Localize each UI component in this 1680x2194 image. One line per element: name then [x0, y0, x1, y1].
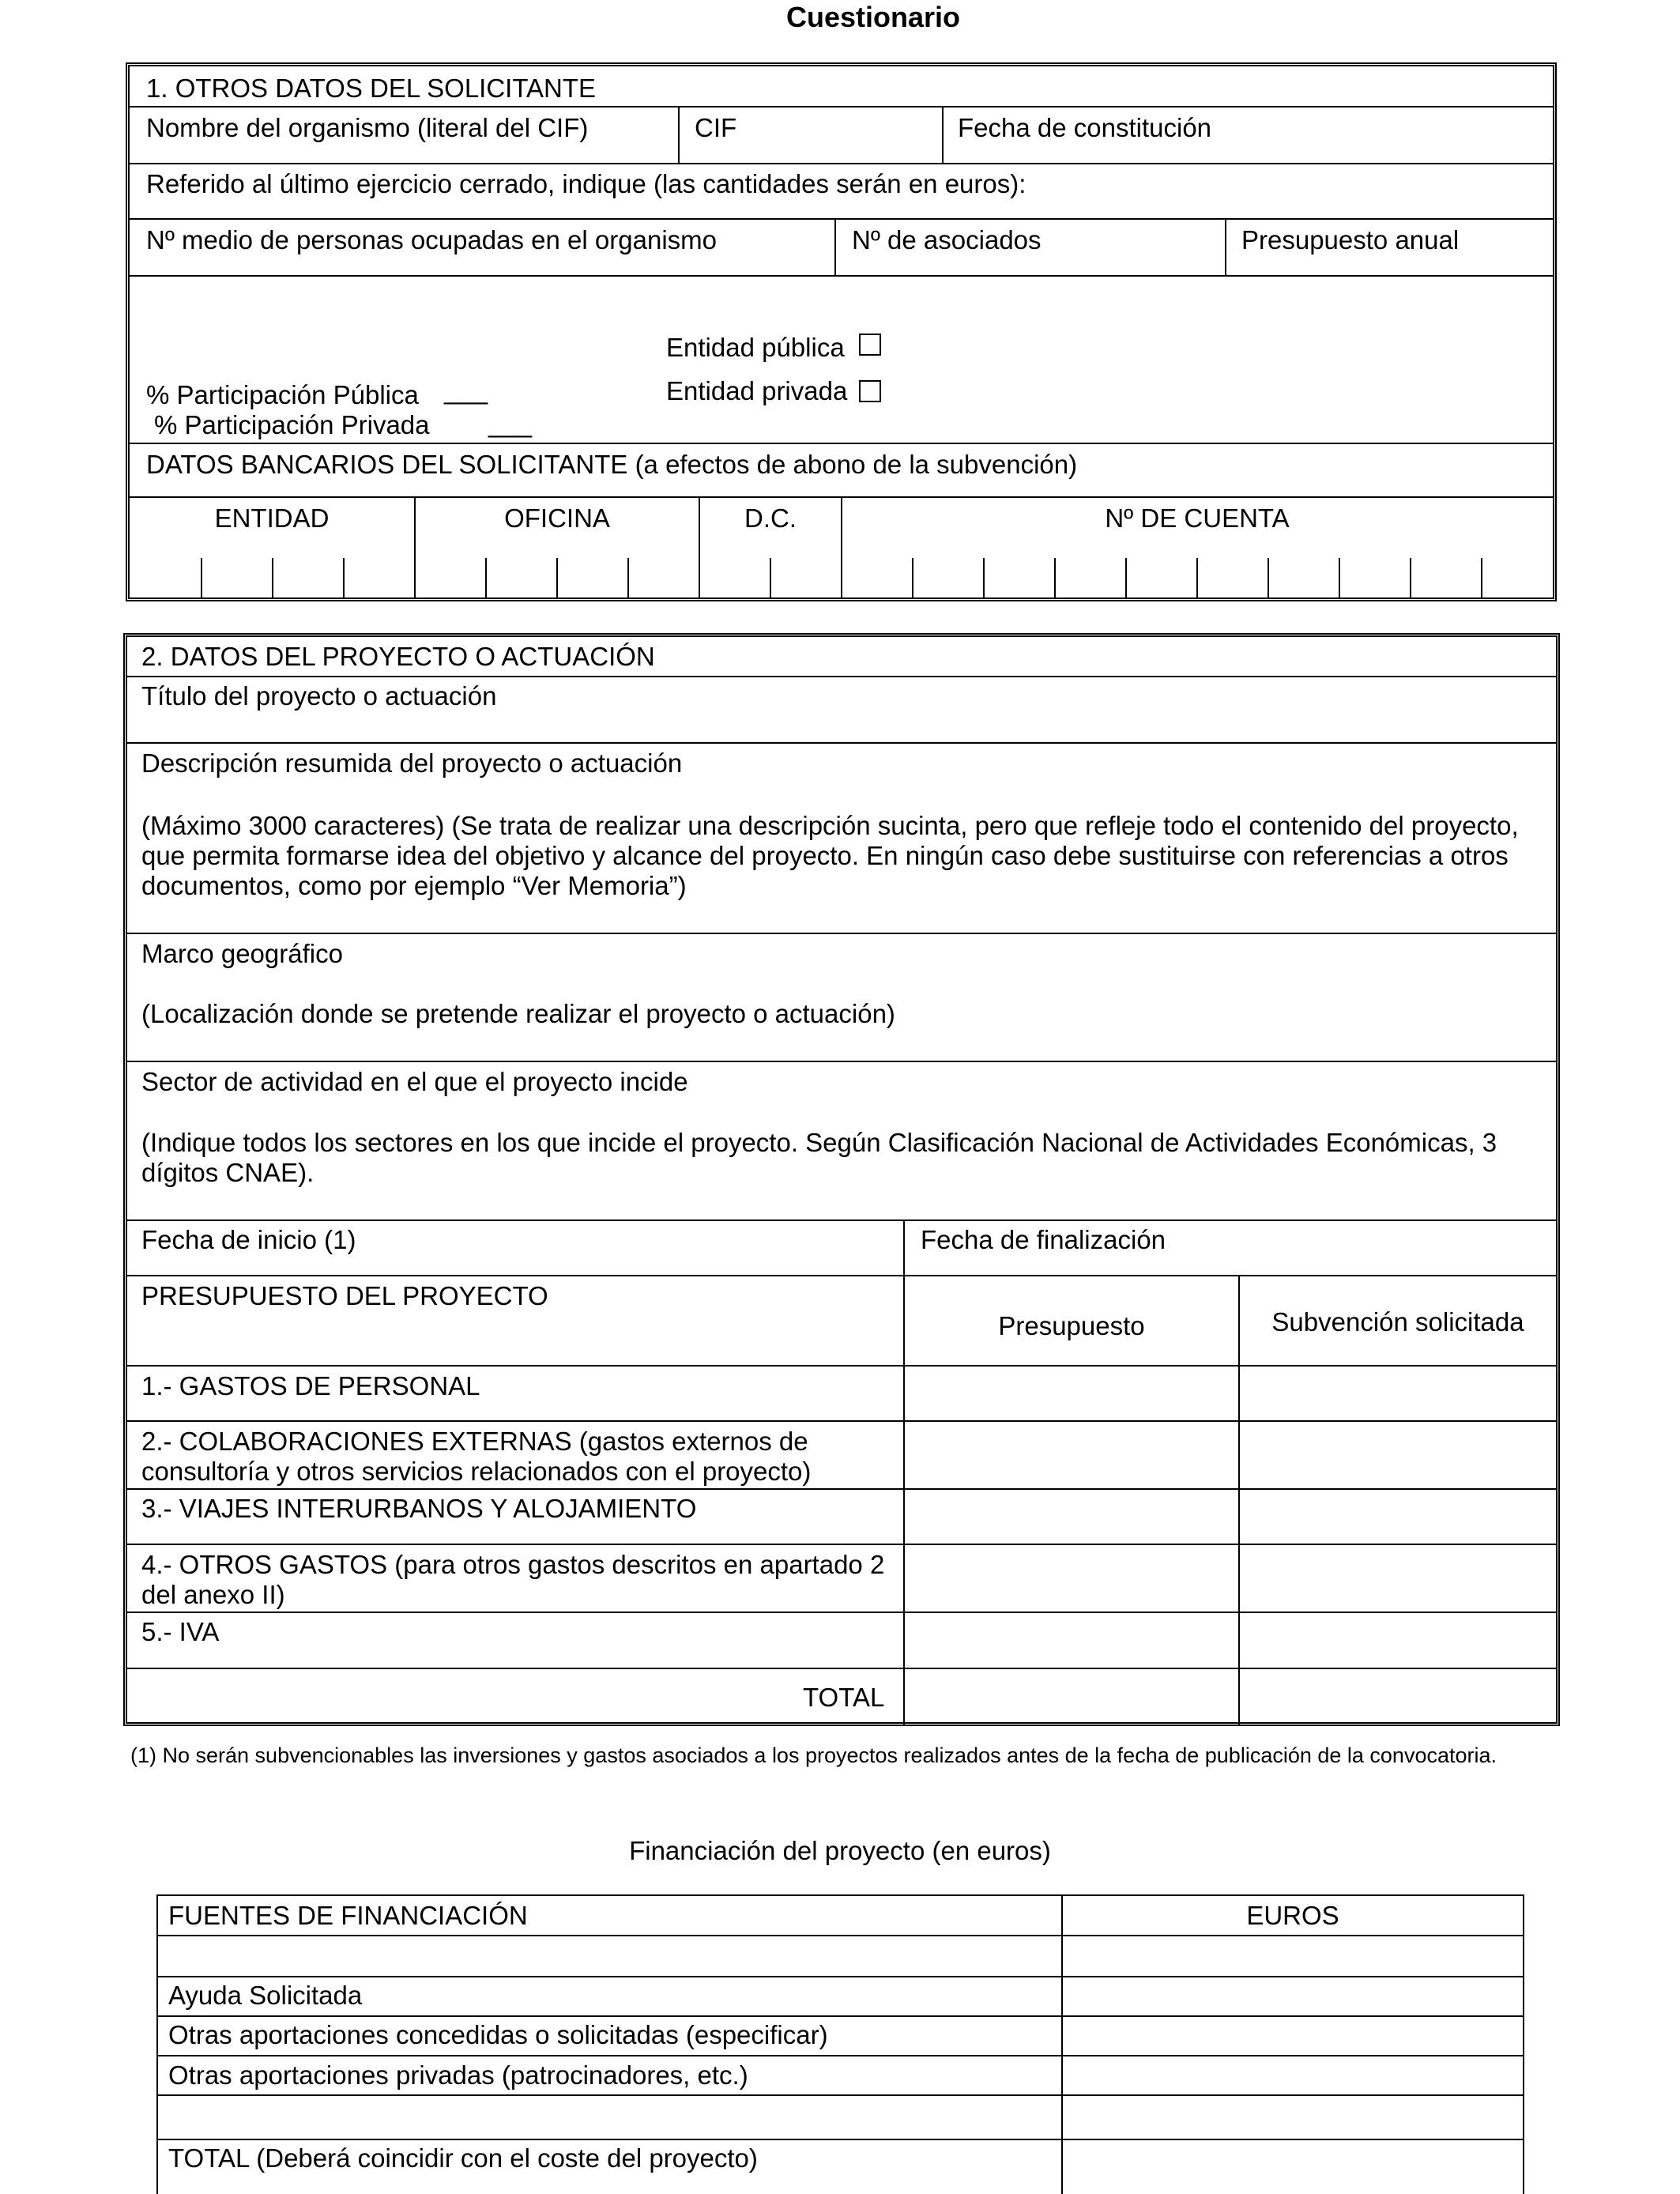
budget-subvencion-cell[interactable]	[1240, 1367, 1556, 1420]
marco-label: Marco geográfico	[141, 939, 343, 968]
marco-hint: (Localización donde se pretende realizar el proyecto o actuación)	[141, 999, 895, 1028]
budget-row-label: 1.- GASTOS DE PERSONAL	[141, 1371, 480, 1400]
budget-total-label: TOTAL	[803, 1683, 885, 1712]
sector-label: Sector de actividad en el que el proyecto incide	[141, 1067, 688, 1096]
budget-row-label: 3.- VIAJES INTERURBANOS Y ALOJAMIENTO	[141, 1494, 697, 1523]
budget-row-label: 2.- COLABORACIONES EXTERNAS (gastos externos de consultoría y otros servicios relacionados con el proyecto)	[141, 1427, 812, 1486]
fin-row-label: Ayuda Solicitada	[168, 1981, 363, 2010]
titulo-field[interactable]	[127, 677, 1556, 742]
entidad-publica-label: Entidad pública	[666, 333, 845, 362]
subvencion-col-header: Subvención solicitada	[1271, 1307, 1524, 1336]
bank-header-entidad: ENTIDAD	[214, 503, 330, 533]
cif-label: CIF	[695, 113, 737, 142]
fecha-constitucion-field[interactable]	[944, 107, 1552, 161]
bank-digit-separator	[983, 558, 985, 599]
fin-euros-cell[interactable]	[1063, 1977, 1523, 2015]
bank-header-cuenta: Nº DE CUENTA	[1105, 503, 1290, 533]
entidad-privada-checkbox[interactable]	[859, 380, 881, 402]
fecha-fin-field[interactable]	[905, 1221, 1556, 1275]
budget-presupuesto-cell[interactable]	[905, 1490, 1238, 1544]
euros-col-header: EUROS	[1246, 1901, 1339, 1930]
budget-presupuesto-cell[interactable]	[905, 1367, 1238, 1420]
financiacion-title: Financiación del proyecto (en euros)	[629, 1836, 1051, 1865]
bank-digit-separator	[912, 558, 913, 599]
fecha-inicio-field[interactable]	[127, 1221, 903, 1275]
page-title: Cuestionario	[785, 1, 961, 33]
presupuesto-col-header: Presupuesto	[998, 1311, 1145, 1340]
sector-field[interactable]	[127, 1062, 1556, 1219]
bank-digit-separator	[1268, 558, 1269, 599]
fin-total-euros-cell[interactable]	[1063, 2140, 1523, 2188]
referido-text: Referido al último ejercicio cerrado, indique (las cantidades serán en euros):	[146, 169, 1026, 198]
bank-digit-separator	[1196, 558, 1198, 599]
nombre-label: Nombre del organismo (literal del CIF)	[146, 113, 589, 142]
budget-total-presupuesto-cell[interactable]	[905, 1669, 1238, 1723]
descripcion-hint: (Máximo 3000 caracteres) (Se trata de realizar una descripción sucinta, pero que refleje todo el contenido del proyecto, que permita formarse idea del objetivo y alcance del proyecto. En ningún caso debe sustituirse con referencias a otros documentos, como por ejemplo “Ver Memoria”)	[141, 811, 1519, 900]
fin-euros-cell[interactable]	[1063, 2096, 1523, 2134]
bank-digit-separator	[343, 558, 345, 599]
sector-hint: (Indique todos los sectores en los que incide el proyecto. Según Clasificación Nacional de Actividades Económicas, 3 dígitos CNAE).	[141, 1128, 1497, 1187]
bank-digit-separator	[1410, 558, 1411, 599]
fin-row-label: Otras aportaciones concedidas o solicitadas (especificar)	[168, 2020, 828, 2049]
footnote: (1) No serán subvencionables las inversiones y gastos asociados a los proyectos realizados antes de la fecha de publicación de la convocatoria.	[130, 1744, 1497, 1767]
bank-digit-separator	[556, 558, 558, 599]
nombre-field[interactable]	[130, 107, 678, 161]
bank-digit-separator	[1481, 558, 1482, 599]
fecha-inicio-label: Fecha de inicio (1)	[141, 1225, 356, 1254]
presupuesto-proyecto-label: PRESUPUESTO DEL PROYECTO	[141, 1281, 548, 1310]
entidad-publica-checkbox[interactable]	[859, 334, 881, 356]
entidad-privada-label: Entidad privada	[666, 376, 848, 405]
bank-header-oficina: OFICINA	[504, 503, 610, 533]
participacion-publica-label: % Participación Pública	[146, 380, 419, 409]
bank-digit-separator	[485, 558, 487, 599]
fuentes-col-header: FUENTES DE FINANCIACIÓN	[168, 1901, 528, 1930]
section1-heading: 1. OTROS DATOS DEL SOLICITANTE	[146, 74, 597, 103]
asociados-field[interactable]	[836, 220, 1225, 273]
budget-subvencion-cell[interactable]	[1240, 1490, 1556, 1544]
asociados-label: Nº de asociados	[852, 225, 1042, 254]
marco-field[interactable]	[127, 934, 1556, 1061]
budget-row-label: 4.- OTROS GASTOS (para otros gastos descritos en apartado 2 del anexo II)	[141, 1550, 885, 1609]
descripcion-label: Descripción resumida del proyecto o actuación	[141, 748, 683, 778]
titulo-label: Título del proyecto o actuación	[141, 681, 497, 711]
cif-field[interactable]	[680, 107, 942, 161]
participacion-privada-blank[interactable]: ___	[488, 409, 533, 438]
fin-euros-cell[interactable]	[1063, 2017, 1523, 2055]
budget-subvencion-cell[interactable]	[1240, 1613, 1556, 1667]
descripcion-field[interactable]	[127, 744, 1556, 932]
presupuesto-anual-label: Presupuesto anual	[1241, 225, 1460, 254]
budget-presupuesto-cell[interactable]	[905, 1422, 1238, 1487]
datos-bancarios-label: DATOS BANCARIOS DEL SOLICITANTE (a efectos de abono de la subvención)	[146, 450, 1078, 479]
fecha-fin-label: Fecha de finalización	[921, 1225, 1166, 1254]
bank-digit-separator	[1054, 558, 1056, 599]
presupuesto-anual-field[interactable]	[1226, 220, 1552, 273]
fin-euros-cell[interactable]	[1063, 1936, 1523, 1974]
participacion-publica-blank[interactable]: ___	[444, 375, 488, 405]
fin-row-label: Otras aportaciones privadas (patrocinadores, etc.)	[168, 2060, 748, 2090]
budget-presupuesto-cell[interactable]	[905, 1613, 1238, 1667]
budget-subvencion-cell[interactable]	[1240, 1545, 1556, 1610]
budget-row-label: 5.- IVA	[141, 1617, 220, 1646]
fin-euros-cell[interactable]	[1063, 2056, 1523, 2094]
budget-presupuesto-cell[interactable]	[905, 1545, 1238, 1610]
budget-subvencion-cell[interactable]	[1240, 1422, 1556, 1487]
bank-digit-separator	[272, 558, 273, 599]
bank-digit-separator	[1339, 558, 1340, 599]
personas-label: Nº medio de personas ocupadas en el organismo	[146, 225, 717, 254]
bank-digit-separator	[201, 558, 202, 599]
bank-digit-separator	[627, 558, 629, 599]
fin-total-label: TOTAL (Deberá coincidir con el coste del proyecto)	[168, 2143, 758, 2173]
fecha-constitucion-label: Fecha de constitución	[958, 113, 1212, 142]
bank-digit-separator	[1125, 558, 1127, 599]
bank-header-dc: D.C.	[744, 503, 797, 533]
participacion-privada-label: % Participación Privada	[154, 410, 430, 439]
bank-digit-separator	[770, 558, 771, 599]
budget-total-subvencion-cell[interactable]	[1240, 1669, 1556, 1723]
section2-heading: 2. DATOS DEL PROYECTO O ACTUACIÓN	[141, 642, 655, 671]
personas-field[interactable]	[130, 220, 834, 273]
